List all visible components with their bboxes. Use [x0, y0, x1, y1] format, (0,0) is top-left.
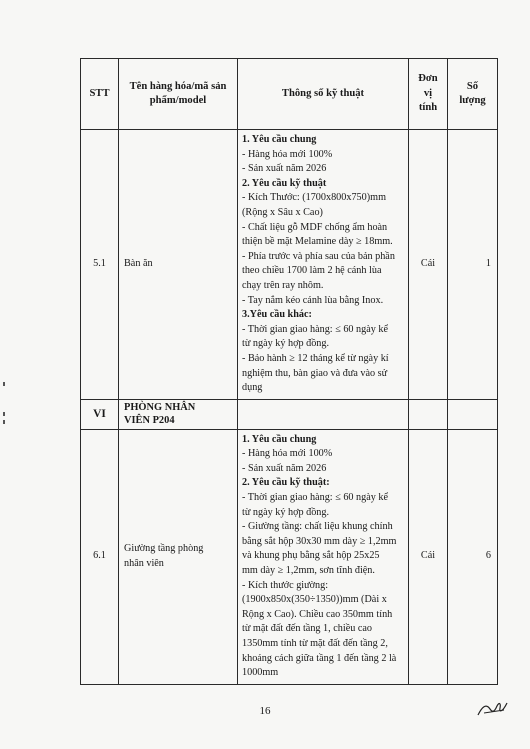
header-unit-line: Đơn [418, 73, 438, 85]
product-name-line: Bàn ăn [124, 258, 153, 270]
section-empty-cell [448, 399, 498, 429]
spec-line: và khung phụ bằng sắt hộp 25x25 [242, 550, 380, 562]
spec-line: - Sản xuất năm 2026 [242, 462, 327, 474]
spec-line: chạy trên ray nhôm. [242, 279, 324, 291]
signature-mark [476, 697, 510, 719]
spec-line: - Tay nắm kéo cánh lùa bằng Inox. [242, 294, 384, 306]
spec-line: - Thời gian giao hàng: ≤ 60 ngày kể [242, 492, 389, 504]
spec-line: thiện bề mặt Melamine dày ≥ 18mm. [242, 236, 393, 248]
section-title [119, 399, 238, 429]
spec-line: (Rộng x Sâu x Cao) [242, 206, 323, 218]
spec-line: từ ngày ký hợp đồng. [242, 506, 330, 518]
row-unit: Cái [409, 429, 448, 684]
product-name-line: Giường tầng phòng [124, 543, 204, 555]
spec-line: nghiệm thu, bàn giao và đưa vào sử [242, 367, 388, 379]
header-qty-line: lượng [459, 95, 486, 106]
page-number: 16 [259, 705, 271, 717]
section-empty-cell [238, 399, 409, 429]
row-unit: Cái [409, 130, 448, 400]
spec-line: từ mặt đất đến tầng 1, chiều cao [242, 623, 372, 635]
spec-line: - Giường tầng: chất liệu khung chính [242, 521, 393, 533]
spec-line: bằng sắt hộp 30x30 mm dày ≥ 1,2mm [242, 535, 397, 547]
row-stt: 6.1 [81, 429, 119, 684]
scan-edge-mark [3, 420, 5, 424]
spec-line: - Chất liệu gỗ MDF chống ẩm hoàn [242, 221, 388, 233]
spec-line: - Thời gian giao hàng: ≤ 60 ngày kể [242, 323, 389, 335]
header-product-name [119, 59, 238, 130]
row-quantity: 1 [448, 130, 498, 400]
row-product-name [119, 429, 238, 684]
header-specifications: Thông số kỹ thuật [238, 59, 409, 130]
product-name-line: nhân viên [124, 557, 164, 569]
spec-line: theo chiều 1700 làm 2 hệ cánh lùa [242, 265, 382, 277]
spec-line: (1900x850x(350÷1350))mm (Dài x [242, 594, 387, 606]
header-quantity [448, 59, 498, 130]
row-quantity: 6 [448, 429, 498, 684]
spec-heading: 1. Yêu cầu chung [242, 134, 317, 145]
section-row [81, 399, 498, 429]
spec-line: 1000mm [242, 667, 279, 679]
header-qty-line: Số [466, 80, 479, 92]
spec-heading: 1. Yêu cầu chung [242, 433, 317, 445]
scan-edge-mark [3, 382, 5, 386]
spec-line: mm dày ≥ 1,2mm, sơn tĩnh điện. [242, 565, 375, 577]
spec-line: - Kích Thước: (1700x800x750)mm [242, 192, 386, 204]
header-unit-line: tính [418, 102, 438, 114]
header-stt: STT [81, 59, 119, 130]
spec-line: 1350mm tính từ mặt đất đến tầng 2, [242, 638, 388, 649]
section-title-line: VIÊN P204 [124, 415, 175, 427]
spec-line: - Phía trước và phía sau của bản phần [242, 250, 395, 262]
spec-heading: 3.Yêu cầu khác: [242, 309, 312, 321]
table-row [81, 429, 498, 684]
spec-line: - Hàng hóa mới 100% [242, 148, 333, 160]
spec-line: - Sản xuất năm 2026 [242, 163, 327, 175]
section-title-line: PHÒNG NHÂN [124, 402, 196, 414]
spec-heading: 2. Yêu cầu kỹ thuật: [242, 477, 330, 489]
spec-line: từ ngày ký hợp đồng. [242, 338, 330, 350]
spec-table [80, 58, 498, 685]
spec-line: dụng [242, 382, 263, 394]
header-unit [409, 59, 448, 130]
row-product-name [119, 130, 238, 400]
scan-edge-mark [3, 412, 5, 416]
table-row [81, 130, 498, 400]
spec-line: khoảng cách giữa tầng 1 đến tầng 2 là [242, 652, 397, 664]
section-number: VI [81, 399, 119, 429]
header-name-line: phẩm/model [149, 95, 207, 106]
section-empty-cell [409, 399, 448, 429]
table-header-row [81, 59, 498, 130]
spec-heading: 2. Yêu cầu kỹ thuật [242, 177, 327, 189]
row-stt: 5.1 [81, 130, 119, 400]
spec-line: - Hàng hóa mới 100% [242, 448, 333, 460]
row-specifications [238, 429, 409, 684]
header-unit-line: vị [423, 87, 433, 99]
header-name-line: Tên hàng hóa/mã sản [129, 80, 227, 92]
spec-line: Rộng x Cao). Chiều cao 350mm tính [242, 608, 393, 620]
row-specifications [238, 130, 409, 400]
spec-line: - Kích thước giường: [242, 579, 329, 591]
spec-line: - Bảo hành ≥ 12 tháng kể từ ngày kí [242, 352, 389, 364]
